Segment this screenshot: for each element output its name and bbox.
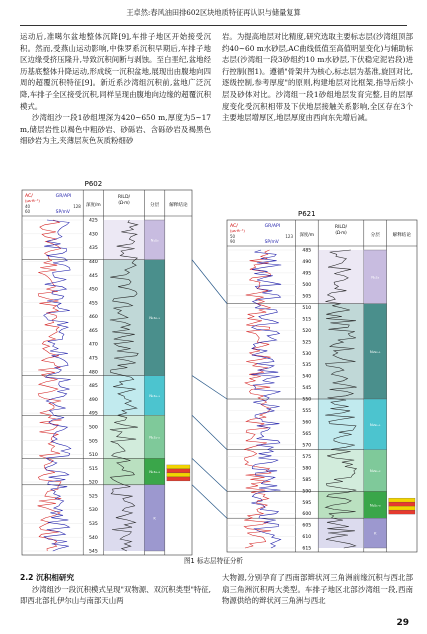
lith-interval <box>167 465 190 469</box>
running-header <box>20 8 407 22</box>
zone-shade <box>104 376 145 416</box>
zone-shade <box>318 250 364 304</box>
paragraph: 沙湾组沙一段1砂组埋深为420~650 m,厚度为5~17 m,储层岩性以褐色中粗砂岩、砂砾岩、含砾砂岩及褐黑色细砂岩为主,夹薄层灰色灰质粉细砂 <box>20 113 211 146</box>
paragraph: 运动后,准噶尔盆地整体沉降[9],车排子地区开始接受沉积。然而,受燕山运动影响,中侏罗系沉积早期后,车排子地区边缘受挤压隆升,导致沉积间断与剥蚀。至白垩纪,盆地经历基底整体升降运动,形成统一沉积盆地,展现出由腹地向四周的超覆沉积特征[9]。新近系沙湾组沉积前,盆地广泛沉降,车排子全区接受沉积,同样呈现由腹地向边缘的超覆沉积模式。 <box>20 32 211 111</box>
depth-tick-label: 560 <box>302 420 312 426</box>
well-log-p621 <box>227 210 417 552</box>
ac-scale-min: 60 <box>25 209 31 214</box>
depth-tick-label: 515 <box>89 466 98 472</box>
ac-header: AC/ <box>230 224 238 229</box>
depth-tick-label: 545 <box>89 549 98 555</box>
depth-tick-label: 505 <box>89 439 98 445</box>
lith-interval <box>389 506 415 510</box>
zone-correlation-line <box>192 260 227 304</box>
zone-label: N₁s₂-₁ <box>369 348 381 354</box>
zone-shade <box>318 491 364 518</box>
gr-scale-min: 40 <box>25 204 31 209</box>
depth-tick-label: 605 <box>302 523 312 529</box>
header-rule <box>20 25 407 26</box>
depth-tick-label: 540 <box>302 374 312 380</box>
zone-label: N₁s₁-₂ <box>149 434 160 440</box>
depth-tick-label: 580 <box>302 466 312 472</box>
zone-label: N₁s₃ <box>150 237 159 243</box>
gr-scale-min: 50 <box>230 234 236 239</box>
depth-tick-label: 555 <box>302 409 312 415</box>
zone-correlation-line <box>192 458 227 491</box>
zone-shade <box>104 260 145 376</box>
depth-tick-label: 430 <box>89 232 98 238</box>
ac-unit: (μs·ft⁻¹) <box>25 198 40 203</box>
depth-tick-label: 440 <box>89 259 98 265</box>
depth-tick-label: 570 <box>302 443 312 449</box>
zone-label: N₁s₂-₁ <box>149 315 160 321</box>
depth-tick-label: 550 <box>302 397 312 403</box>
depth-tick-label: 590 <box>302 489 312 495</box>
lith-interval <box>389 510 415 514</box>
depth-tick-label: 535 <box>302 363 312 369</box>
lith-interval <box>389 502 415 506</box>
ac-unit: (μs·ft⁻¹) <box>230 228 245 233</box>
zone-label: N₁s₁-₃ <box>369 502 381 508</box>
well-name: P602 <box>84 180 103 188</box>
depth-tick-label: 490 <box>302 260 312 266</box>
layer-header: 分层 <box>149 203 160 208</box>
depth-tick-label: 425 <box>89 218 98 224</box>
correlation-lines <box>192 260 227 518</box>
well-log-p602 <box>22 180 192 555</box>
depth-tick-label: 585 <box>302 477 312 483</box>
depth-tick-label: 520 <box>302 328 312 334</box>
zone-shade <box>318 450 364 492</box>
zone-label: N₁s₁-₁ <box>369 421 381 427</box>
zone-correlation-line <box>192 415 227 449</box>
depth-tick-label: 530 <box>302 351 312 357</box>
right-column-text <box>222 31 413 124</box>
depth-tick-label: 435 <box>89 246 98 252</box>
depth-tick-label: 615 <box>302 546 312 552</box>
zone-label: K <box>153 515 156 521</box>
paragraph: 岩。为提高地层对比精度,研究选取主要标志层(沙湾组顶部约40~60 m水砂层,AC曲线低值至高值明显变化)与辅助标志层(沙湾组一段3砂组约10 m水砂层,下伏稳定泥岩段)进行控制(图1)。遵循"骨架井为核心,标志层为基准,旋回对比,逐级控制,参考厚度"的原则,构建地层对比框架,指导后续小层及砂体对比。沙湾组一段1砂组地层发育完整,目的层厚度变化受沉积相带及下伏地层接触关系影响,全区存在3个主要地层增厚区,地层厚度由西向东先增后减。 <box>222 32 414 123</box>
depth-tick-label: 575 <box>302 454 312 460</box>
depth-tick-label: 485 <box>89 384 98 390</box>
depth-tick-label: 520 <box>89 480 98 486</box>
lith-interval <box>167 473 190 477</box>
rild-unit: (Ω·m) <box>335 230 347 235</box>
depth-tick-label: 525 <box>89 494 98 500</box>
depth-tick-label: 490 <box>89 397 98 403</box>
depth-tick-label: 450 <box>89 287 98 293</box>
rild-unit: (Ω·m) <box>118 200 130 205</box>
depth-tick-label: 530 <box>89 508 98 514</box>
paragraph: 沙湾组沙一段沉积模式呈现"双物源、双沉积类型"特征,即西北部扎伊尔山与南部天山两 <box>20 584 211 606</box>
left-column-text <box>20 31 211 147</box>
depth-tick-label: 495 <box>302 271 312 277</box>
depth-tick-label: 565 <box>302 431 312 437</box>
depth-tick-label: 540 <box>89 535 98 541</box>
lith-interval <box>167 469 190 473</box>
bottom-left-text <box>20 572 211 607</box>
sp-header: SP/mV <box>55 210 70 215</box>
gr-scale-max: 123 <box>285 234 294 239</box>
depth-tick-label: 475 <box>89 356 98 362</box>
depth-tick-label: 480 <box>89 370 98 376</box>
zone-label: N₁s₁-₁ <box>149 392 160 398</box>
depth-tick-label: 510 <box>302 305 312 311</box>
gr-scale-max: 128 <box>73 204 81 209</box>
rild-header: RILD/ <box>117 195 131 200</box>
zone-shade <box>104 485 145 551</box>
zone-label: N₁s₁-₃ <box>149 469 160 475</box>
depth-tick-label: 535 <box>89 522 98 528</box>
depth-tick-label: 460 <box>89 315 98 321</box>
ac-scale-min: 90 <box>230 239 236 244</box>
depth-tick-label: 445 <box>89 273 98 279</box>
lith-interval <box>167 477 190 481</box>
section-title: 2.2 沉积相研究 <box>20 573 75 582</box>
rild-header: RILD/ <box>334 225 348 230</box>
running-title: 王卓然:春风油田排602区块地质特征再认识与储量复算 <box>126 8 301 17</box>
zone-label: N₁s₃ <box>371 274 380 280</box>
depth-tick-label: 470 <box>89 342 98 348</box>
depth-tick-label: 505 <box>302 294 312 300</box>
depth-header: 深度/m <box>86 203 101 208</box>
layer-header: 分层 <box>370 233 380 238</box>
zone-correlation-line <box>192 376 227 399</box>
depth-tick-label: 510 <box>89 453 98 459</box>
depth-tick-label: 610 <box>302 535 312 541</box>
paragraph: 大物源,分别孕育了西南部辫状河三角洲前缘沉积与西北部扇三角洲沉积两大类型。车排子地区北部沙湾组一段,西南物源供给的辫状河三角洲与西北 <box>222 573 413 606</box>
zone-shade <box>104 458 145 484</box>
depth-tick-label: 455 <box>89 301 98 307</box>
zone-shade <box>104 220 145 260</box>
lith-header: 解释结论 <box>169 203 188 208</box>
depth-tick-label: 595 <box>302 500 312 506</box>
depth-tick-label: 515 <box>302 317 312 323</box>
ac-header: AC/ <box>25 194 33 199</box>
well-log-figure <box>12 172 422 567</box>
depth-tick-label: 500 <box>89 425 98 431</box>
gr-header: GR/API <box>55 194 72 199</box>
zone-shade <box>104 415 145 458</box>
depth-tick-label: 495 <box>89 411 98 417</box>
zone-shade <box>318 518 364 548</box>
gr-header: GR/API <box>264 224 281 229</box>
zone-label: K <box>373 530 377 536</box>
depth-tick-label: 485 <box>302 248 312 254</box>
depth-tick-label: 465 <box>89 328 98 334</box>
depth-tick-label: 600 <box>302 512 312 518</box>
zone-shade <box>318 304 364 399</box>
page-number: 29 <box>396 618 409 628</box>
zone-label: N₁s₁-₂ <box>369 468 381 474</box>
depth-tick-label: 500 <box>302 282 312 288</box>
well-name: P621 <box>298 210 316 218</box>
depth-header: 深度/m <box>299 233 315 238</box>
depth-tick-label: 545 <box>302 386 312 392</box>
zone-correlation-line <box>192 485 227 518</box>
lith-header: 解释结论 <box>392 233 411 238</box>
bottom-right-text <box>222 572 413 607</box>
sp-header: SP/mV <box>264 240 279 245</box>
figure-caption: 图1 标志层特征分析 <box>183 557 244 565</box>
lith-interval <box>389 498 415 502</box>
depth-tick-label: 525 <box>302 340 312 346</box>
